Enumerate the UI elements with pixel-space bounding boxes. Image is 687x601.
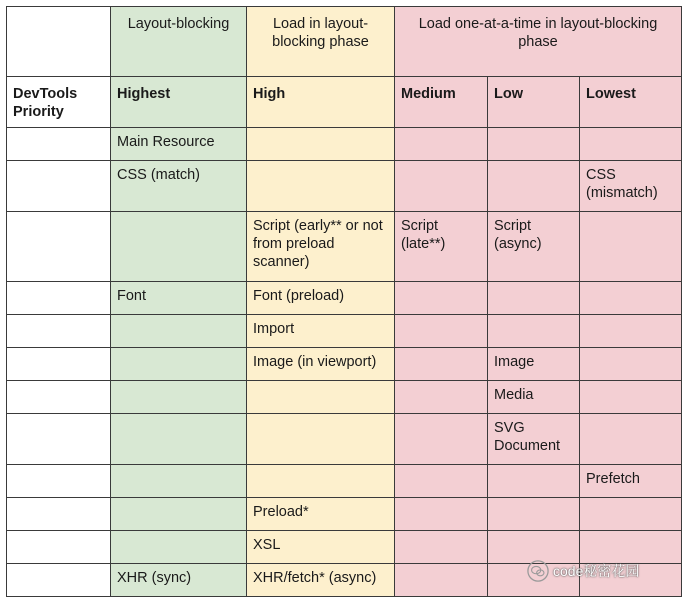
cell-highest	[111, 531, 247, 564]
cell-medium	[395, 315, 488, 348]
cell-low	[488, 161, 580, 212]
row-label-cell	[7, 498, 111, 531]
row-label-cell	[7, 348, 111, 381]
cell-lowest	[580, 282, 682, 315]
table-row	[7, 414, 682, 465]
wechat-icon	[527, 560, 549, 582]
priority-highest: Highest	[111, 77, 247, 128]
row-label-cell	[7, 212, 111, 282]
cell-medium	[395, 531, 488, 564]
cell-low	[488, 315, 580, 348]
cell-high: Import	[247, 315, 395, 348]
cell-highest: Main Resource	[111, 128, 247, 161]
cell-high: XSL	[247, 531, 395, 564]
cell-high: Preload*	[247, 498, 395, 531]
row-label-cell	[7, 161, 111, 212]
table-row	[7, 161, 682, 212]
cell-low: SVG Document	[488, 414, 580, 465]
row-label-cell	[7, 531, 111, 564]
row-label-cell	[7, 564, 111, 597]
cell-lowest	[580, 348, 682, 381]
table-row	[7, 282, 682, 315]
group-layout-blocking: Layout-blocking	[111, 7, 247, 77]
cell-medium	[395, 465, 488, 498]
priority-medium: Medium	[395, 77, 488, 128]
cell-low: Script (async)	[488, 212, 580, 282]
cell-highest: CSS (match)	[111, 161, 247, 212]
cell-highest	[111, 465, 247, 498]
cell-medium	[395, 348, 488, 381]
table-row	[7, 315, 682, 348]
row-label-cell	[7, 465, 111, 498]
cell-low	[488, 531, 580, 564]
corner-cell	[7, 7, 111, 77]
cell-medium	[395, 564, 488, 597]
devtools-priority-label: DevTools Priority	[7, 77, 111, 128]
row-label-cell	[7, 381, 111, 414]
row-label-cell	[7, 414, 111, 465]
priority-table-body	[7, 7, 682, 597]
cell-highest: Font	[111, 282, 247, 315]
cell-highest: XHR (sync)	[111, 564, 247, 597]
table-row	[7, 465, 682, 498]
priority-lowest: Lowest	[580, 77, 682, 128]
watermark-text: code秘密花园	[553, 563, 640, 579]
cell-medium	[395, 381, 488, 414]
cell-high	[247, 465, 395, 498]
cell-high: Image (in viewport)	[247, 348, 395, 381]
cell-low	[488, 282, 580, 315]
cell-low: Media	[488, 381, 580, 414]
cell-medium: Script (late**)	[395, 212, 488, 282]
cell-highest	[111, 212, 247, 282]
cell-highest	[111, 348, 247, 381]
cell-lowest	[580, 414, 682, 465]
group-one-at-a-time: Load one-at-a-time in layout-blocking phase	[395, 7, 682, 77]
cell-medium	[395, 414, 488, 465]
watermark	[527, 560, 639, 582]
cell-medium	[395, 498, 488, 531]
cell-high	[247, 381, 395, 414]
cell-medium	[395, 282, 488, 315]
cell-high	[247, 161, 395, 212]
priority-header-row	[7, 77, 682, 128]
table-row	[7, 381, 682, 414]
cell-lowest	[580, 315, 682, 348]
group-load-in-phase: Load in layout-blocking phase	[247, 7, 395, 77]
cell-high: Font (preload)	[247, 282, 395, 315]
table-row	[7, 498, 682, 531]
priority-low: Low	[488, 77, 580, 128]
cell-highest	[111, 498, 247, 531]
cell-highest	[111, 414, 247, 465]
cell-low	[488, 498, 580, 531]
cell-high: Script (early** or not from preload scanner)	[247, 212, 395, 282]
cell-low: Image	[488, 348, 580, 381]
cell-lowest	[580, 212, 682, 282]
cell-lowest	[580, 531, 682, 564]
cell-lowest	[580, 381, 682, 414]
cell-highest	[111, 381, 247, 414]
cell-high	[247, 128, 395, 161]
cell-high: XHR/fetch* (async)	[247, 564, 395, 597]
row-label-cell	[7, 282, 111, 315]
priority-high: High	[247, 77, 395, 128]
cell-highest	[111, 315, 247, 348]
table-row	[7, 531, 682, 564]
cell-low	[488, 128, 580, 161]
group-header-row	[7, 7, 682, 77]
table-row	[7, 212, 682, 282]
table-row	[7, 128, 682, 161]
cell-lowest: CSS (mismatch)	[580, 161, 682, 212]
row-label-cell	[7, 315, 111, 348]
table-row	[7, 348, 682, 381]
cell-low	[488, 465, 580, 498]
cell-high	[247, 414, 395, 465]
cell-medium	[395, 128, 488, 161]
cell-medium	[395, 161, 488, 212]
resource-priority-table	[6, 6, 682, 597]
cell-lowest	[580, 128, 682, 161]
row-label-cell	[7, 128, 111, 161]
cell-lowest: Prefetch	[580, 465, 682, 498]
cell-lowest	[580, 498, 682, 531]
